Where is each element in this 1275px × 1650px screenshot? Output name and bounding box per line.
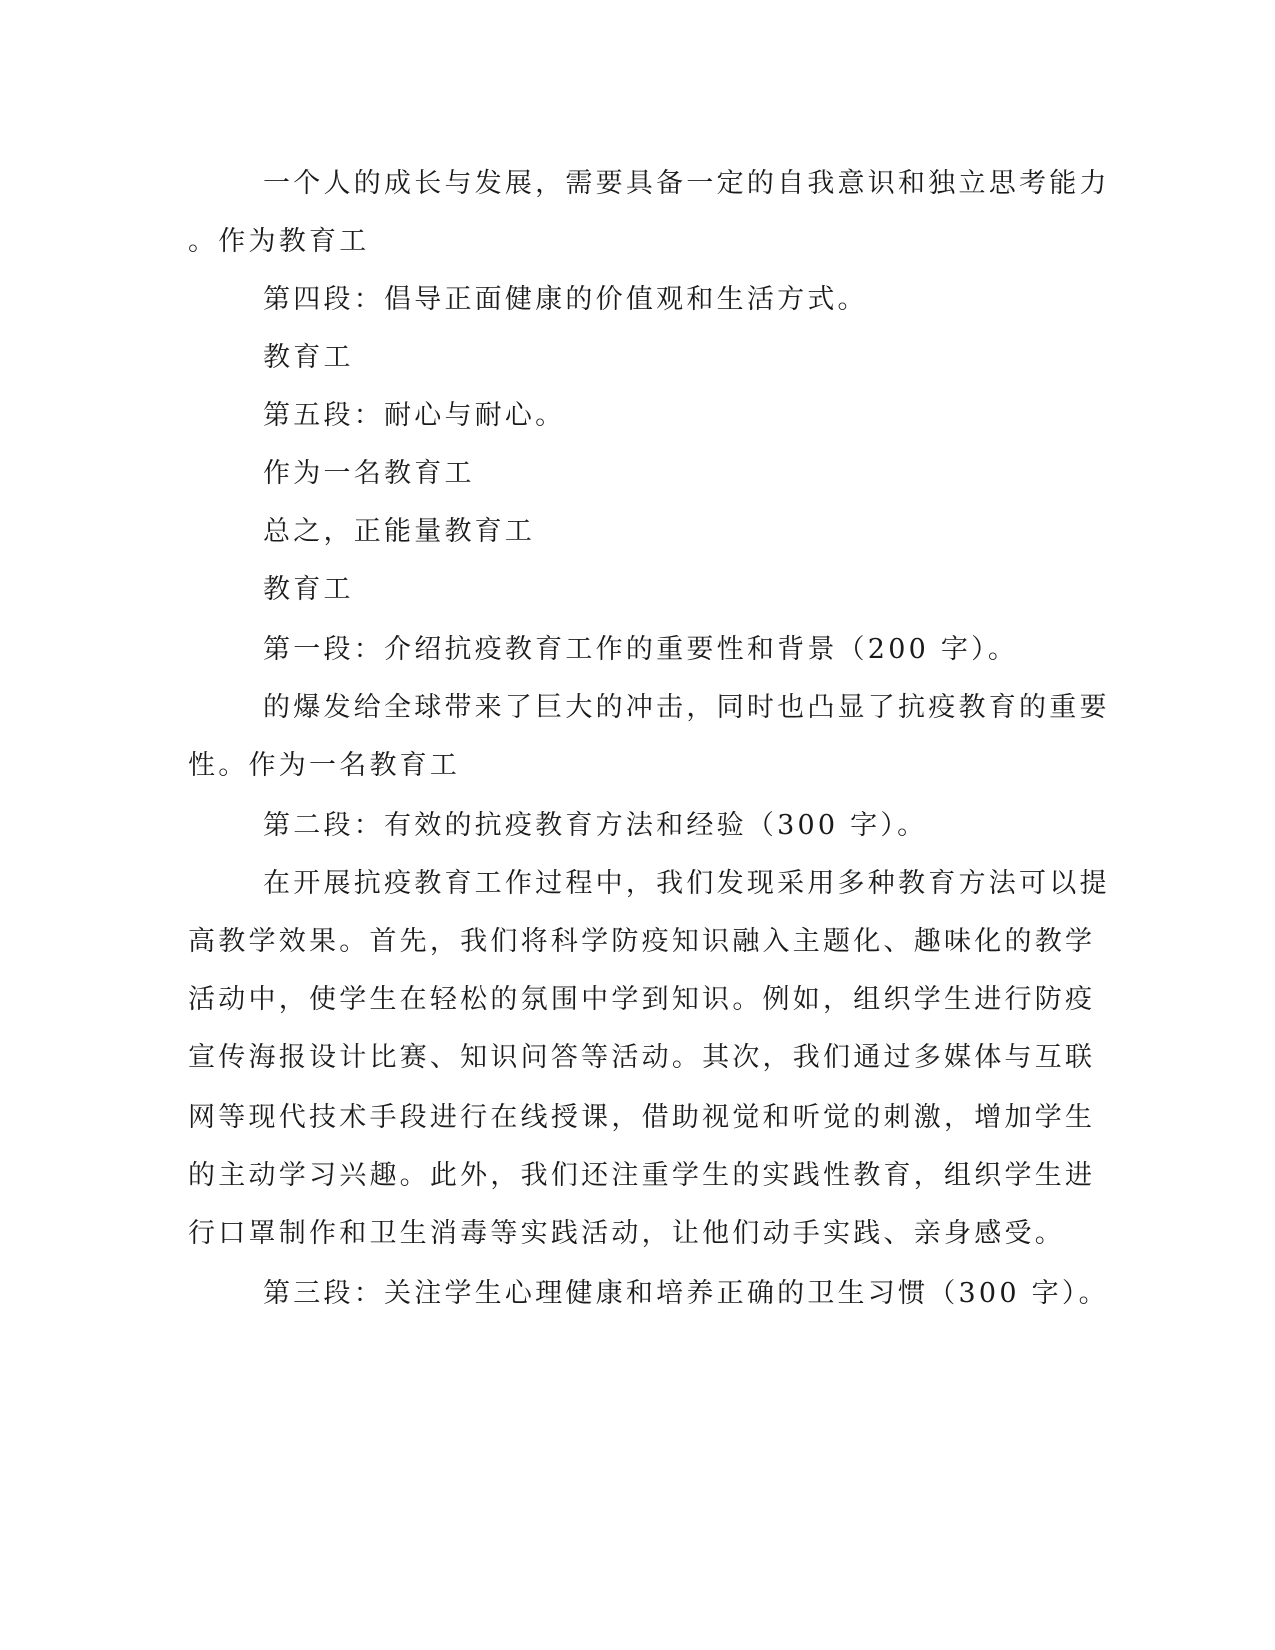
section-heading-1: 第一段：介绍抗疫教育工作的重要性和背景（200 字）。: [263, 634, 1019, 665]
paragraph-line-3: 教育工: [263, 342, 354, 373]
paragraph-line-6: 教育工: [263, 574, 354, 605]
paragraph-line-4: 作为一名教育工: [263, 458, 475, 489]
paragraph-line-11: 活动中，使学生在轻松的氛围中学到知识。例如，组织学生进行防疫: [188, 984, 1096, 1015]
paragraph-line-13: 网等现代技术手段进行在线授课，借助视觉和听觉的刺激，增加学生: [188, 1102, 1096, 1133]
section-heading-5: 第五段：耐心与耐心。: [263, 400, 566, 431]
paragraph-line-1: 一个人的成长与发展，需要具备一定的自我意识和独立思考能力: [263, 168, 1110, 199]
section-heading-4: 第四段：倡导正面健康的价值观和生活方式。: [263, 284, 868, 315]
paragraph-line-7: 的爆发给全球带来了巨大的冲击，同时也凸显了抗疫教育的重要: [263, 692, 1110, 723]
paragraph-line-2: 。作为教育工: [188, 226, 370, 257]
section-heading-2: 第二段：有效的抗疫教育方法和经验（300 字）。: [263, 810, 928, 841]
paragraph-line-8: 性。作为一名教育工: [188, 750, 461, 781]
paragraph-line-9: 在开展抗疫教育工作过程中，我们发现采用多种教育方法可以提: [263, 868, 1110, 899]
paragraph-line-10: 高教学效果。首先，我们将科学防疫知识融入主题化、趣味化的教学: [188, 926, 1096, 957]
paragraph-line-14: 的主动学习兴趣。此外，我们还注重学生的实践性教育，组织学生进: [188, 1160, 1096, 1191]
paragraph-line-15: 行口罩制作和卫生消毒等实践活动，让他们动手实践、亲身感受。: [188, 1218, 1065, 1249]
paragraph-line-12: 宣传海报设计比赛、知识问答等活动。其次，我们通过多媒体与互联: [188, 1042, 1096, 1073]
paragraph-line-5: 总之，正能量教育工: [263, 516, 536, 547]
section-heading-3: 第三段：关注学生心理健康和培养正确的卫生习惯（300 字）。: [263, 1278, 1109, 1309]
